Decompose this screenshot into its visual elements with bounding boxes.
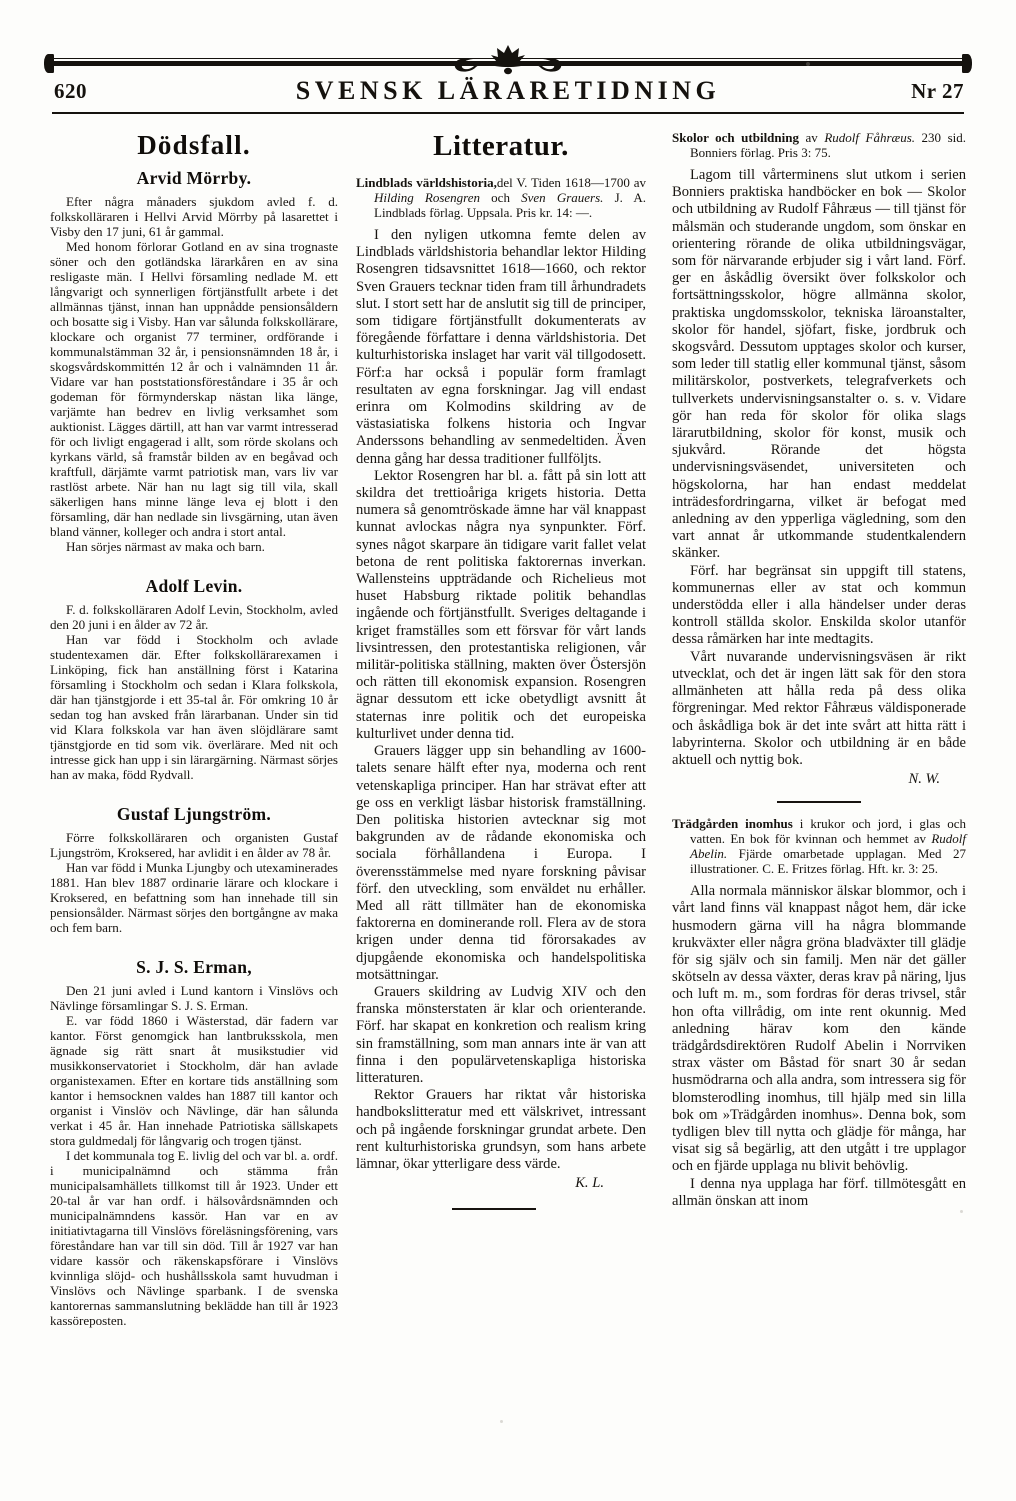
book-author-3: Rudolf Abelin. (690, 831, 966, 862)
review-2-paragraph-1: Lagom till vårterminens slut utkom i serien Bonniers praktiska handböcker en bok — Skolor och utbildning av Rudolf Fåhræus — till tjänst för målsmän och studerande ungdom, som önskar en orientering rörande de olika utbildningsvägar, som för närvarande erbjuder sig i vårt land. Förf. ger en åskådlig översikt över folkskolor och fortsättningsskolor, högre allmänna skolor, praktiska ungdomsskolor, tekniska läroanstalter, skolor för handel, sjöfart, fiske, jordbruk och skogsvård. Dessutom upptages skolor och kurser, som leder till statlig eller kommunal tjänst, såsom militärskolor, postverkets, telegrafverkets och tullverkets undervisningsanstalter o. s. v. Vidare gör han reda för skolor för olika slags lärarutbildning, skolor för konst, musik och sjukvård. Rörande det högsta undervisningsväsendet, universiteten och högskolorna, har han endast meddelat inträdesfordringarna, vilket är befogat med anledning av den ypperliga vägledning, som den vart annat år utkommande studentkalendern skänker. (672, 167, 966, 562)
book-title-2: Skolor och utbildning (672, 130, 799, 145)
review-1-paragraph-1: I den nyligen utkomna femte delen av Lindblads världshistoria behandlar lektor Hilding Rosengren tidsavsnittet 1618—1660, och rektor Sven Grauers tecknar tiden fram till århundradets slut. I stort sett har de anslutit sig till de principer, som tidigare förtjänstfullt dokumenterats av föregående författare i denna världshistoria. Det kulturhistoriska inslaget har varit väl tillgodosett. Förf:a har också i populär form framlagt resultaten av egna forskningar. Jag vill endast erinra om Kolmodins skildring av de västasiatiska folkens historia och Ingvar Anderssons behandling av senmedeltiden. Även denna gång har dessa traditioner fullföljts. (356, 227, 646, 467)
review-1-paragraph-3: Grauers lägger upp sin behandling av 1600-talets senare hälft efter nya, moderna och rent vetenskapliga principer. Han har strävat efter att ge oss en verkligt läsbar historisk framställning. Den politiska historien avtecknar sig mot bakgrunden av de rådande ekonomiska och sociala förhållandena i Europa. I överensstämmelse med nyare forskning påvisar förf. den utveckling, som enväldet nu erhåller. Med all rätt tillmäter han de ekonomiska faktorerna en dominerande roll. Flera av de stora krigen under denna tid förorsakades av djupgående ekonomiska och handelspolitiska motsättningar. (356, 743, 646, 983)
section-title-litteratur: Litteratur. (433, 130, 569, 162)
book-title-3: Trädgården inomhus (672, 816, 793, 832)
column-3-divider-rule (777, 801, 861, 803)
book-citation-3 (672, 816, 966, 876)
obituary-3-paragraph-1: Förre folkskolläraren och organisten Gustaf Ljungström, Kroksered, har avlidit i en ålder av 78 år. (50, 830, 338, 860)
article-columns (44, 130, 972, 1475)
obituary-1-paragraph-3: Han sörjes närmast av maka och barn. (66, 539, 265, 554)
scan-speckle (806, 62, 810, 66)
book-citation-1-rest-1: del V. Tiden 1618—1700 av (496, 175, 647, 190)
obituary-4-paragraph-2: E. var född 1860 i Wästerstad, där fadern var kantor. Först genomgick han lantbruksskola, men ägnade sig rätt snart åt musikstudier vid musikkonservatoriet i Stockholm, där han avlade organistexamen. Efter en kortare tids anställning som kantor i hemsocknen valdes han 1887 till kantor och organist i Vinslöv och Nävlinge, där han sålunda verkat i 45 år. Han innehade Patriotiska sällskapets stora guldmedalj för långvarig och trogen tjänst. (50, 1013, 338, 1148)
book-citation-2 (672, 130, 966, 160)
section-title-dodsfall: Dödsfall. (137, 130, 251, 160)
review-2-signature: N. W. (908, 771, 940, 788)
scan-speckle (960, 1210, 963, 1213)
obituary-3-paragraph-2: Han var född i Munka Ljungby och utexaminerades 1881. Han blev 1887 ordinarie lärare och klockare i Kroksered, en befattning som han innehade till sin pensionsålder. Närmast sörjes den bortgångne av maka och fem barn. (50, 860, 338, 935)
obituary-1-paragraph-2: Med honom förlorar Gotland en av sina trognaste söner och den gotländska lärarkåren en av sina resligaste män. I Hellvi församling nedlade M. ett långvarigt och synnerligen förtjänstfullt arbete i det allmännas tjänst, innan han uppnådde pensionsåldern och bosatte sig i Visby. Han var sålunda folkskollärare, klockare och organist 77 terminer, ordförande i kommunalstämman 32 år, i pensionsnämnden 18 år, i skogsvårdskommittén 12 år och i valnämnden 11 år. Vidare var han poststationsföreståndare i 35 år och godeman för förmynderskap nästan lika länge, varjämte han bedrev en livlig verksamhet som auktionist. Lägges därtill, att han var varmt intresserad för och livligt engagerad i allt, som rörde skolans och kyrkans värld, så framstår bilden av en begåvad och kraftfull, därjämte varmt patriotisk man, vars liv var rastlöst arbete. När han nu lagt sig till vila, skall säkerligen hans minne länge leva ej blott i den församling, där han nedlade sin livsgärning, utan även bland vänner, kolleger och andra i stort antal. (50, 239, 338, 539)
book-citation-2-rest-2: 230 sid. Bonniers förlag. Pris 3: 75. (690, 130, 966, 160)
publication-title: SVENSK LÄRARETIDNING (295, 76, 721, 105)
review-1-paragraph-2: Lektor Rosengren har bl. a. fått på sin lott att skildra det trettioåriga krigets historia. Detta numera så genomtröskade ämne har väl knappast kunnat avlockas några nya synpunkter. Förf. synes något skarpare än tidigare varit fallet velat betona de rent politiska faktorernas inverkan. Wallensteins uppträdande och Richelieus mot huset Habsburg riktade politik behandlas ingående och förtjänstfullt. Sveriges deltagande i kriget framställes som ett försvar för vårt lands livsintressen, den protestantiska religionen, vår militär-politiska ställning, makten över Östersjön och rätten till ekonomisk expansion. Rosengren ägnar dessutom ett icke obetydligt avsnitt åt staternas inre politik och det europeiska kulturlivet under denna tid. (356, 467, 646, 742)
review-2-paragraph-2: Förf. har begränsat sin uppgift till statens, kommunernas eller av stat och kommun understödda eller i alla händelser under deras kontroll ställda skolor. Enskilda skolor utanför dessa råmärken har inte medtagits. (672, 562, 966, 648)
book-author-1a: Hilding Rosengren (374, 190, 481, 205)
obituary-name-4: S. J. S. Erman, (136, 957, 252, 977)
masthead-bottom-rule (52, 112, 964, 114)
obituary-4-paragraph-1: Den 21 juni avled i Lund kantorn i Vinslövs och Nävlinge församlingar S. J. S. Erman. (50, 983, 338, 1013)
book-citation-1 (356, 175, 646, 220)
obituary-2-paragraph-2: Han var född i Stockholm och avlade studentexamen där. Efter folkskollärarexamen i Linköping, fick han anställning först i Katarina församling i Stockholm och sedan i Klara folkskola, där han tjänstgjorde i ett 35-tal år. För omkring 10 år sedan tog han avsked från lärarbanan. Under sin tid vid Klara folkskola var han även slöjdlärare samt tjänstgjorde en tid som vik. överlärare. Med nit och intresse gick han upp i sin lärargärning. Närmast sörjes han av maka, född Rydvall. (50, 632, 338, 782)
obituary-1-paragraph-1: Efter några månaders sjukdom avled f. d. folkskolläraren i Hellvi Arvid Mörrby på lasarettet i Visby den 17 juni, 61 år gammal. (50, 194, 338, 239)
masthead-rule (44, 52, 972, 74)
review-1-signature: K. L. (575, 1175, 604, 1192)
book-citation-3-rest-2: Fjärde omarbetade upplagan. Med 27 illustrationer. C. E. Fritzes förlag. Hft. kr. 3: 25. (690, 846, 966, 877)
column-3-litteratur-cont (658, 130, 972, 1475)
book-citation-2-rest-1: av (798, 130, 825, 145)
review-1-paragraph-5: Rektor Grauers har riktat vår historiska handbokslitteratur med ett välskrivet, intressant och på ingående forskningar grundat arbete. Den rent kulturhistoriska grundsyn, som hans arbete lämnar, ökar ytterligare dess värde. (356, 1087, 646, 1172)
book-citation-3-rest-1: i krukor och jord, i glas och vatten. En bok för kvinnan och hemmet av (690, 816, 966, 847)
review-2-paragraph-3: Vårt nuvarande undervisningsväsen är rikt utvecklat, och det är ingen lätt sak för den stora allmänheten att hålla reda på dess olika förgreningar. Med rektor Fåhræus väldisponerade och åskådliga bok är det inte svårt att hitta rätt i labyrinterna. Skolor och utbildning är en både aktuell och nyttig bok. (672, 648, 966, 768)
book-citation-1-rest-2: och (480, 190, 522, 205)
scan-speckle (500, 1420, 503, 1423)
review-3-paragraph-2: I denna nya upplaga har förf. tillmötesgått en allmän önskan att inom (672, 1175, 966, 1209)
book-title-1: Lindblads världshistoria, (356, 175, 497, 190)
book-author-2: Rudolf Fåhræus. (824, 130, 916, 145)
column-2-end-rule (452, 1208, 536, 1210)
obituary-name-3: Gustaf Ljungström. (116, 804, 272, 824)
obituary-name-2: Adolf Levin. (145, 576, 243, 596)
masthead (44, 52, 972, 120)
page-number: 620 (54, 78, 87, 103)
obituary-4-paragraph-3: I det kommunala tog E. livlig del och var bl. a. ordf. i municipalnämnd och stämma från municipalsamhällets tillkomst till år 1923. Under ett 20-tal år var han ordf. i hälsovårdsnämnden och municipalnämndens kassör. Han var en av initiativtagarna till Vinslövs föreläsningsförening, vars föreståndare han var till sin död. Till år 1927 var han vidare kassör och räkenskapsförare i Vinslövs kvinnliga slöjd- och hushållsskola samt huvudman i Vinslövs och Nävlinge sparbank. I de svenska kantorernas sammanslutning beklädde han till år 1923 kassöreposten. (50, 1148, 339, 1328)
scan-speckle (210, 140, 213, 143)
column-1-dodsfall (44, 130, 344, 1475)
issue-number: Nr 27 (911, 78, 964, 103)
obituary-name-1: Arvid Mörrby. (136, 168, 252, 188)
review-1-paragraph-4: Grauers skildring av Ludvig XIV och den franska mönsterstaten är klar och orienterande. Förf. har skapat en konkretion och realism kring sin framställning, som man annars inte är van att finna i den populärvetenskapliga historiska litteraturen. (356, 983, 646, 1086)
obituary-2-paragraph-1: F. d. folkskolläraren Adolf Levin, Stockholm, avled den 20 juni i en ålder av 72 år. (50, 602, 338, 632)
book-author-1b: Sven Grauers. (521, 190, 604, 205)
book-citation-1-rest-3: J. A. Lindblads förlag. Uppsala. Pris kr. 14: —. (374, 190, 646, 220)
column-2-litteratur (344, 130, 658, 1475)
review-3-paragraph-1: Alla normala människor älskar blommor, och i vårt land finns väl knappast något hem, där icke husmodern gärna vill ha några blommande krukväxter eller några gröna bladväxter till glädje för sig själv och sin familj. Men när det gäller skötseln av dessa växter, deras krav på näring, ljus och luft m. m., som fordras för deras trivsel, står hon ofta villrådig, om inte rent okunnig. Med anledning härav kom den kände trädgårdsdirektören Rudolf Abelin i Norrviken strax väster om Båstad för snart 30 år sedan husmödrarna och alla andra, som intressera sig för blomsterodling inomhus, till hjälp med sin lilla bok om »Trädgården inomhus». Denna bok, som tydligen blev till nytta och glädje för många, har visat sig så begärlig, att den utgått i tre upplagor och en fjärde upplaga nu blivit behövlig. (672, 883, 966, 1175)
